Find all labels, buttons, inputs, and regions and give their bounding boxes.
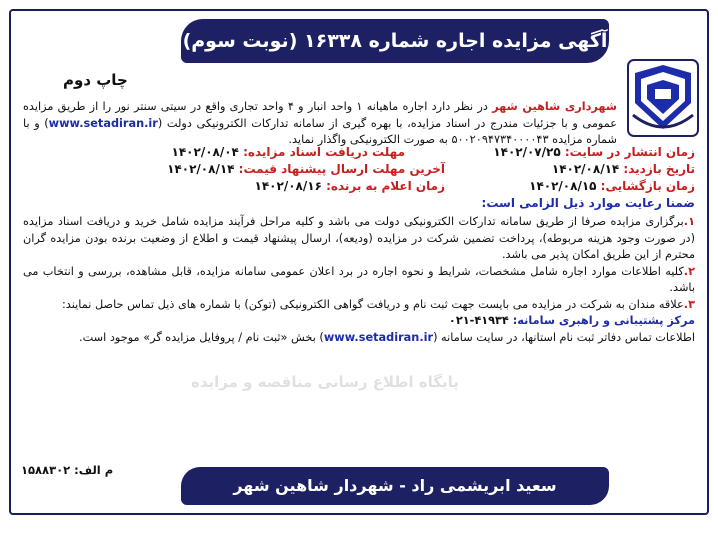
intro-text-2: ) و با شماره مزایده ۵۰۰۲۰۹۴۷۳۴۰۰۰۰۴۳ به صورت الکترونیکی واگذار نماید.	[23, 116, 617, 146]
intro-paragraph	[23, 99, 617, 149]
municipality-logo-icon	[627, 59, 699, 137]
bid-deadline: آخرین مهلت ارسال پیشنهاد قیمت: ۱۴۰۲/۰۸/۱۴	[167, 162, 445, 176]
condition-item-1: ۱.برگزاری مزایده صرفا از طریق سامانه تدارکات الکترونیکی دولت می باشد و کلیه مراحل فرآیند مزایده شامل خرید و دریافت اسناد مزایده (در صورت وجود هزینه مربوطه)، پرداخت تضمین شرکت در مزایده (ودیعه)، ارسال پیشنهاد قیمت و اطلاع از وضعیت برنده بودن مزایده گران محترم از این طریق امکان پذیر می باشد.	[23, 215, 695, 261]
watermark: پایگاه اطلاع رسانی مناقصه و مزایده	[191, 373, 459, 391]
signature-banner	[181, 467, 609, 505]
reference-number: م الف: ۱۵۸۸۳۰۲	[21, 463, 114, 477]
municipality-name: شهرداری شاهین شهر	[492, 100, 617, 113]
support-info: اطلاعات تماس دفاتر ثبت نام استانها، در سایت سامانه (www.setadiran.ir) بخش «ثبت نام / پروفایل مزایده گر» موجود است.	[78, 330, 695, 344]
intro-text: در نظر دارد اجاره ماهیانه ۱ واحد انبار و ۴ واحد تجاری واقع در سیتی سنتر نور را از طریق مزایده عمومی و با جزئیات مندرج در اسناد مزایده، با بهره گیری از سامانه تدارکات الکترونیکی دولت (	[23, 100, 617, 130]
notice-document	[9, 9, 709, 515]
mayor-signature: سعید ابریشمی راد - شهردار شاهین شهر	[233, 476, 557, 495]
opening-date: زمان بازگشایی: ۱۴۰۲/۰۸/۱۵	[529, 179, 695, 193]
publish-date: زمان انتشار در سایت: ۱۴۰۲/۰۷/۲۵	[493, 145, 695, 159]
notice-title: آگهی مزایده اجاره شماره ۱۶۳۳۸ (نوبت سوم)	[182, 30, 608, 52]
support-label: مرکز پشتیبانی و راهبری سامانه:	[512, 314, 695, 327]
winner-announcement-date: زمان اعلام به برنده: ۱۴۰۲/۰۸/۱۶	[254, 179, 445, 193]
dates-block	[23, 145, 695, 213]
setadiran-link[interactable]: www.setadiran.ir	[48, 116, 158, 130]
support-line	[23, 313, 695, 330]
visit-date: تاریخ بازدید: ۱۴۰۲/۰۸/۱۴	[551, 162, 695, 176]
conditions-list	[23, 214, 695, 346]
print-edition-label: چاپ دوم	[63, 71, 128, 89]
condition-item-2: ۲.کلیه اطلاعات موارد اجاره شامل مشخصات، شرایط و نحوه اجاره در برد اعلان عمومی سامانه مزایده، قابل مشاهده، بررسی و انتخاب می باشد.	[23, 264, 695, 294]
setadiran-link-2[interactable]: www.setadiran.ir	[323, 330, 434, 344]
condition-item-3: ۳.علاقه مندان به شرکت در مزایده می بایست جهت ثبت نام و دریافت گواهی الکترونیکی (توکن) با شماره های ذیل تماس حاصل نمایند:	[61, 297, 695, 311]
title-banner	[181, 19, 609, 63]
conditions-title: ضمنا رعایت موارد ذیل الزامی است:	[481, 196, 695, 210]
docs-deadline: مهلت دریافت اسناد مزایده: ۱۴۰۲/۰۸/۰۴	[171, 145, 405, 159]
support-phone: ۴۱۹۳۴-۰۲۱	[448, 314, 513, 327]
